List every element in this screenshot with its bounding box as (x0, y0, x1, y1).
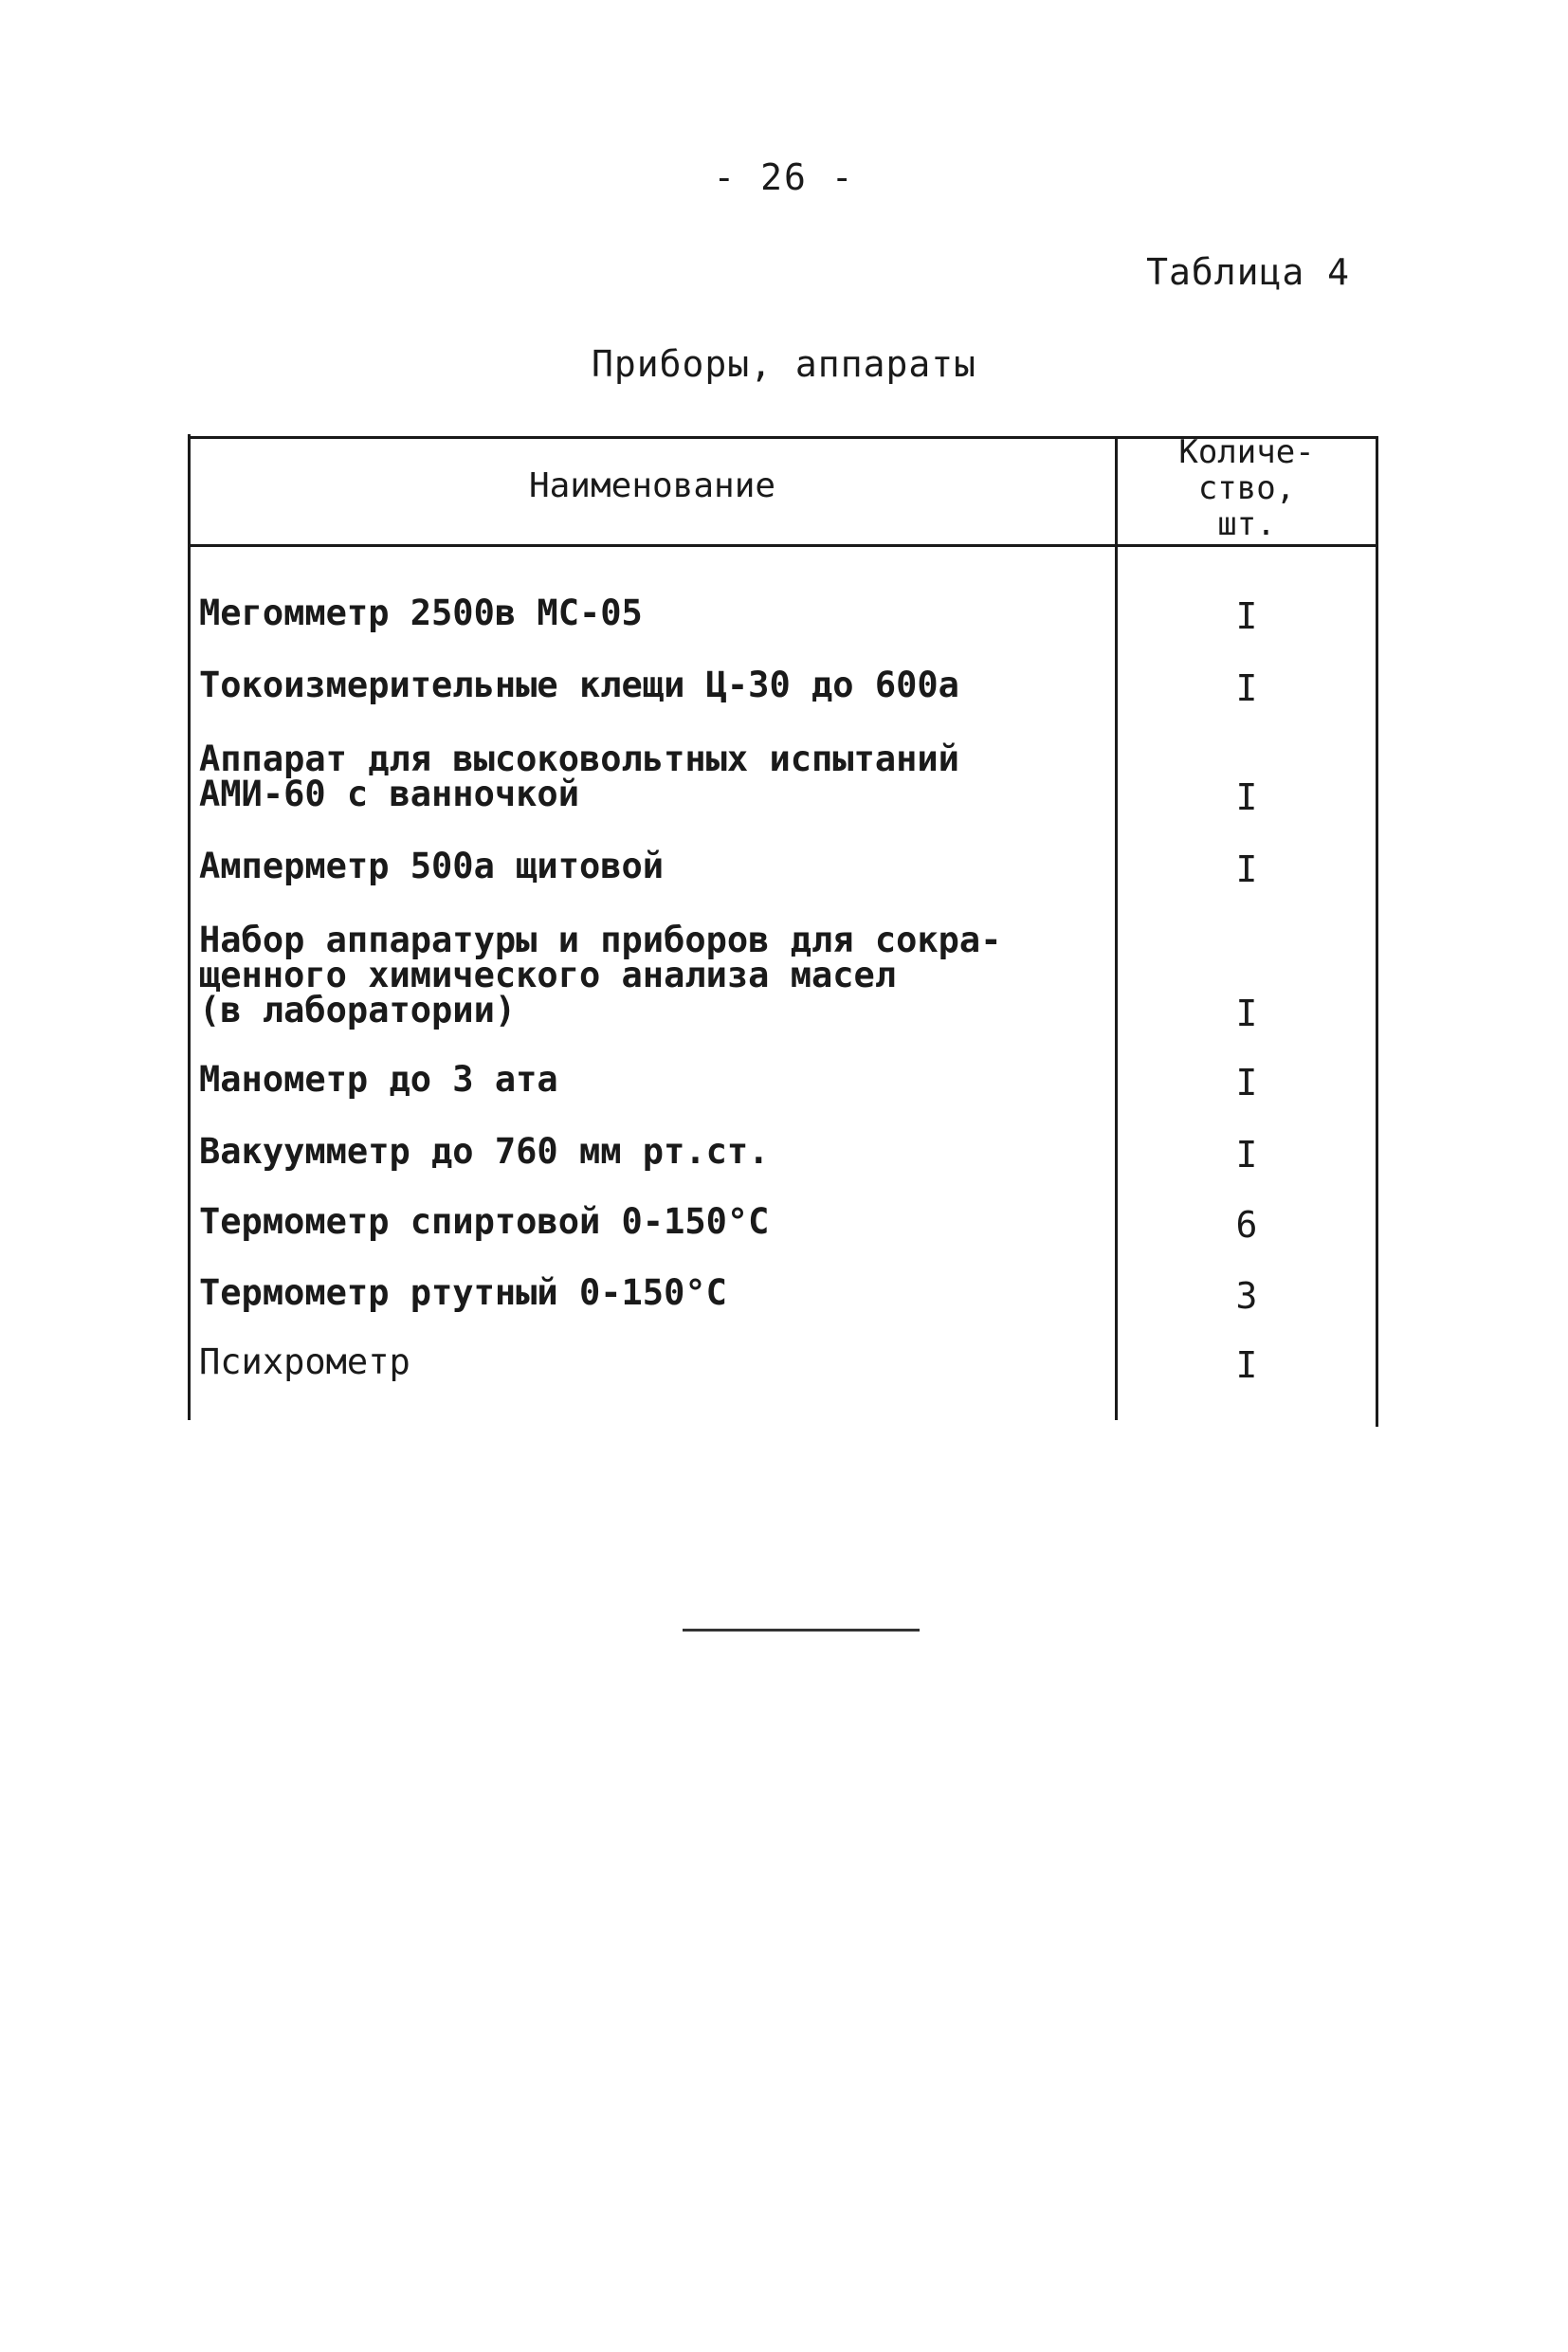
row-quantity: I (1235, 1344, 1258, 1386)
page-number: - 26 - (713, 156, 855, 198)
column-header-quantity-line: ство, (1197, 469, 1296, 507)
row-quantity: I (1235, 1062, 1258, 1103)
row-quantity: I (1235, 595, 1258, 637)
column-header-quantity-line: Количе- (1178, 433, 1315, 471)
row-quantity: 3 (1235, 1275, 1258, 1317)
row-name: Амперметр 500а щитовой (199, 846, 665, 886)
row-quantity: 6 (1235, 1204, 1258, 1246)
row-name: Мегомметр 2500в МС-05 (199, 593, 643, 633)
row-name: Термометр спиртовой 0-150°С (199, 1201, 770, 1242)
row-name: Аппарат для высоковольтных испытаний АМИ-60 с ванночкой (199, 738, 959, 814)
column-header-quantity-line: шт. (1217, 505, 1276, 543)
row-name: Набор аппаратуры и приборов для сокра- щенного химического анализа масел (в лаборатории) (199, 920, 1002, 1030)
table-title: Приборы, аппараты (592, 343, 976, 385)
row-name: Токоизмерительные клещи Ц-30 до 600а (199, 665, 959, 705)
row-quantity: I (1235, 776, 1258, 818)
row-quantity: I (1235, 1134, 1258, 1176)
row-quantity: I (1235, 848, 1258, 890)
row-name: Термометр ртутный 0-150°С (199, 1272, 727, 1313)
row-quantity: I (1235, 667, 1258, 709)
row-name: Манометр до 3 ата (199, 1059, 558, 1100)
row-name: Вакуумметр до 760 мм рт.ст. (199, 1131, 770, 1172)
table-label: Таблица 4 (1146, 251, 1350, 293)
column-header-name: Наименование (528, 466, 776, 505)
end-of-page-rule (683, 1629, 920, 1632)
row-quantity: I (1235, 993, 1258, 1034)
row-name: Психрометр (199, 1341, 410, 1382)
